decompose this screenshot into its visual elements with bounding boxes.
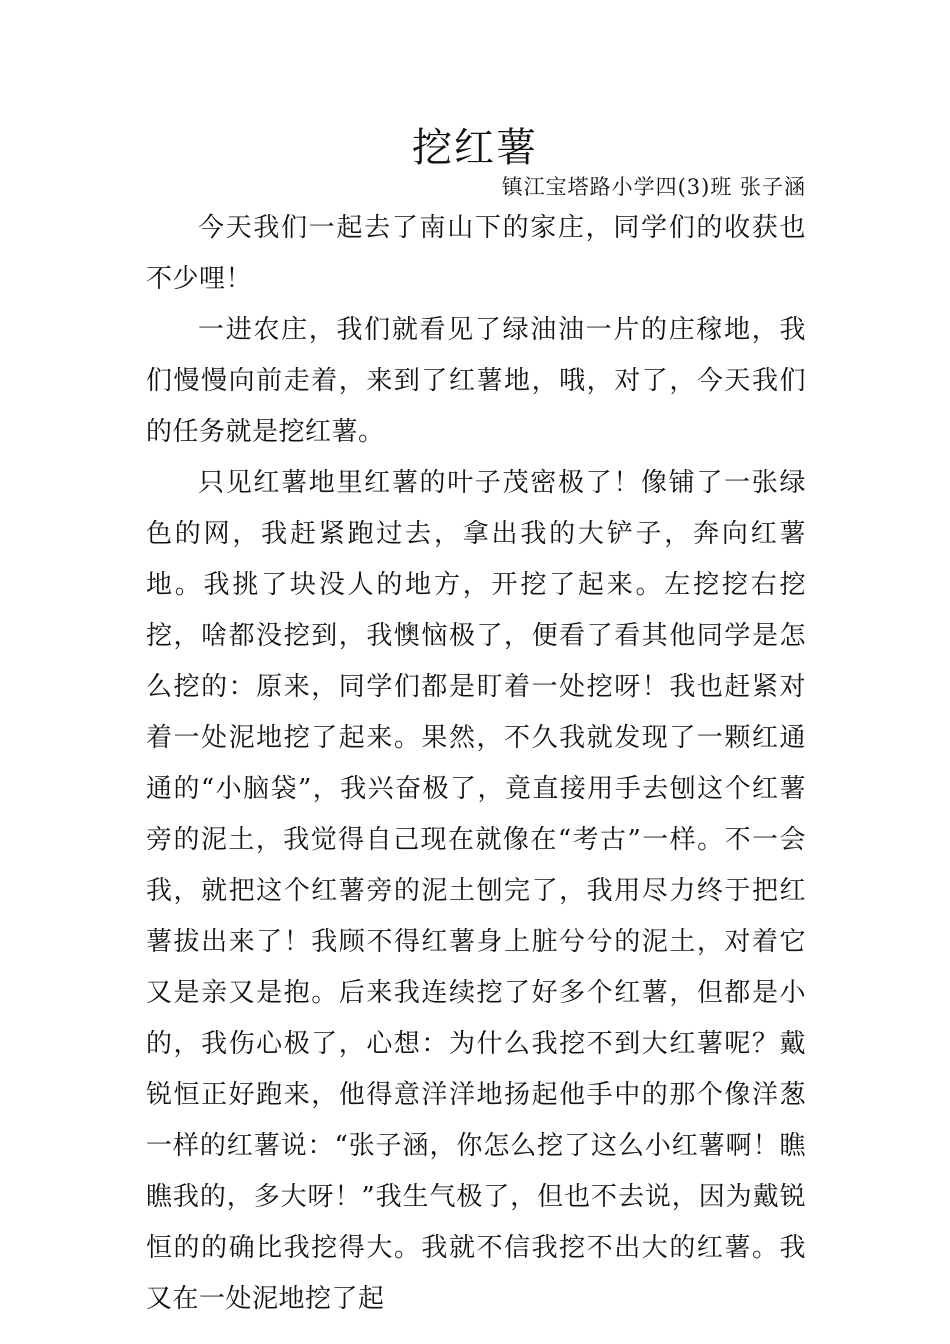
document-title: 挖红薯 (412, 125, 538, 171)
document-body (146, 203, 806, 1325)
paragraph-1: 今天我们一起去了南山下的家庄，同学们的收获也不少哩！ (146, 213, 806, 294)
author-byline: 镇江宝塔路小学四(3)班 张子涵 (501, 175, 806, 199)
paragraph-3: 只见红薯地里红薯的叶子茂密极了！像铺了一张绿色的网，我赶紧跑过去，拿出我的大铲子，奔向红薯地。我挑了块没人的地方，开挖了起来。左挖挖右挖挖，啥都没挖到，我懊恼极了，便看了看其他同学是怎么挖的：原来，同学们都是盯着一处挖呀！我也赶紧对着一处泥地挖了起来。果然，不久我就发现了一颗红通通的“小脑袋”，我兴奋极了，竟直接用手去刨这个红薯旁的泥土，我觉得自己现在就像在“考古”一样。不一会我，就把这个红薯旁的泥土刨完了，我用尽力终于把红薯拔出来了！我顾不得红薯身上脏兮兮的泥土，对着它又是亲又是抱。后来我连续挖了好多个红薯，但都是小的，我伤心极了，心想：为什么我挖不到大红薯呢？戴锐恒正好跑来，他得意洋洋地扬起他手中的那个像洋葱一样的红薯说：“张子涵，你怎么挖了这么小红薯啊！瞧瞧我的，多大呀！”我生气极了，但也不去说，因为戴锐恒的的确比我挖得大。我就不信我挖不出大的红薯。我又在一处泥地挖了起 (146, 468, 806, 1314)
paragraph-2: 一进农庄，我们就看见了绿油油一片的庄稼地，我们慢慢向前走着，来到了红薯地，哦，对了，今天我们的任务就是挖红薯。 (146, 315, 806, 447)
